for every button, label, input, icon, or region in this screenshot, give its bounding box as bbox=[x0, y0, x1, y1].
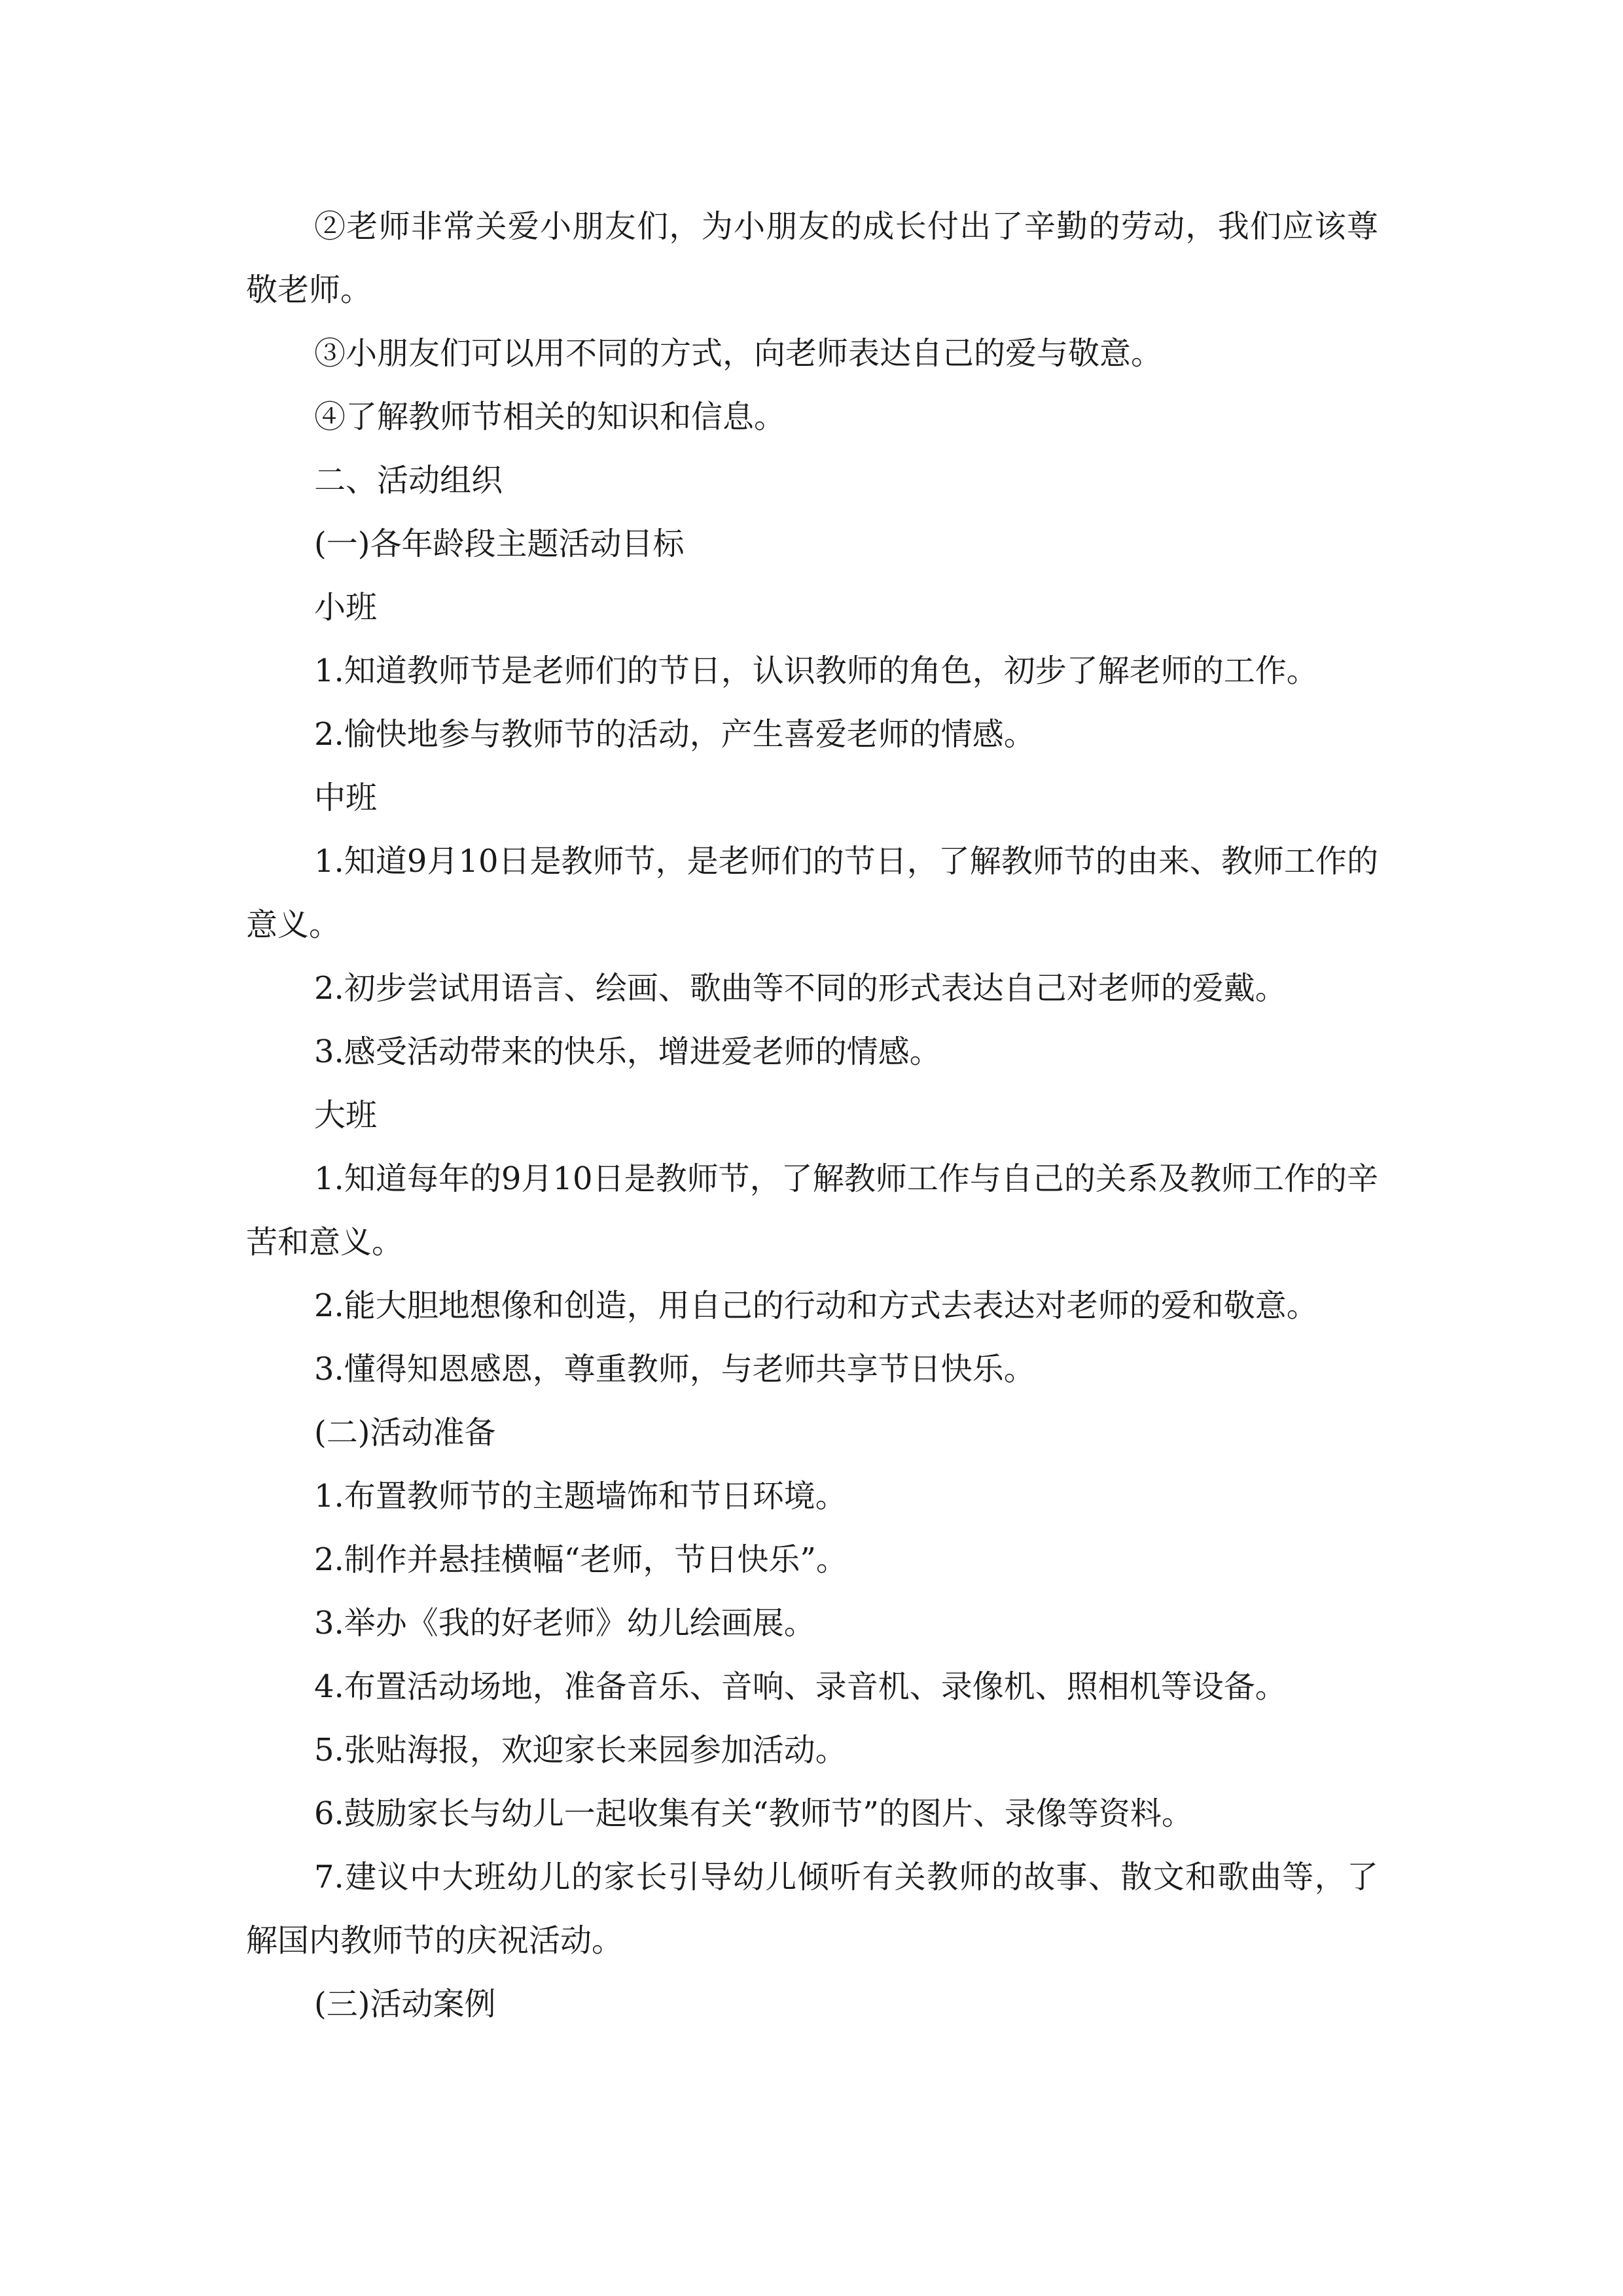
document-body bbox=[246, 195, 1378, 2036]
paragraph-goal-2: ②老师非常关爱小朋友们，为小朋友的成长付出了辛勤的劳动，我们应该尊敬老师。 bbox=[246, 208, 1378, 308]
paragraph-goal-4: ④了解教师节相关的知识和信息。 bbox=[314, 399, 786, 435]
paragraph-preparation-1: 1.布置教师节的主题墙饰和节日环境。 bbox=[314, 1478, 847, 1515]
paragraph-middle-class-1: 1.知道9月10日是教师节，是老师们的节日，了解教师节的由来、教师工作的意义。 bbox=[246, 843, 1378, 943]
paragraph-preparation-4: 4.布置活动场地，准备音乐、音响、录音机、录像机、照相机等设备。 bbox=[314, 1668, 1287, 1705]
group-heading-small-class: 小班 bbox=[314, 589, 378, 626]
paragraph-small-class-1: 1.知道教师节是老师们的节日，认识教师的角色，初步了解老师的工作。 bbox=[314, 653, 1318, 689]
paragraph-large-class-3: 3.懂得知恩感恩，尊重教师，与老师共享节日快乐。 bbox=[314, 1351, 1035, 1388]
paragraph-preparation-2: 2.制作并悬挂横幅“老师，节日快乐”。 bbox=[314, 1541, 847, 1578]
section-heading-activity-organization: 二、活动组织 bbox=[314, 462, 503, 499]
subsection-heading-age-goals: (一)各年龄段主题活动目标 bbox=[314, 526, 685, 562]
group-heading-large-class: 大班 bbox=[314, 1097, 378, 1134]
paragraph-middle-class-3: 3.感受活动带来的快乐，增进爱老师的情感。 bbox=[314, 1033, 941, 1070]
paragraph-large-class-2: 2.能大胆地想像和创造，用自己的行动和方式去表达对老师的爱和敬意。 bbox=[314, 1287, 1318, 1324]
paragraph-preparation-5: 5.张贴海报，欢迎家长来园参加活动。 bbox=[314, 1732, 847, 1768]
subsection-heading-cases: (三)活动案例 bbox=[314, 1986, 496, 2022]
paragraph-preparation-6: 6.鼓励家长与幼儿一起收集有关“教师节”的图片、录像等资料。 bbox=[314, 1795, 1193, 1832]
paragraph-preparation-7: 7.建议中大班幼儿的家长引导幼儿倾听有关教师的故事、散文和歌曲等，了解国内教师节的庆祝活动。 bbox=[246, 1859, 1378, 1959]
paragraph-preparation-3: 3.举办《我的好老师》幼儿绘画展。 bbox=[314, 1605, 815, 1641]
paragraph-goal-3: ③小朋友们可以用不同的方式，向老师表达自己的爱与敬意。 bbox=[314, 335, 1163, 372]
paragraph-large-class-1: 1.知道每年的9月10日是教师节，了解教师工作与自己的关系及教师工作的辛苦和意义。 bbox=[246, 1160, 1378, 1261]
paragraph-middle-class-2: 2.初步尝试用语言、绘画、歌曲等不同的形式表达自己对老师的爱戴。 bbox=[314, 970, 1287, 1007]
paragraph-small-class-2: 2.愉快地参与教师节的活动，产生喜爱老师的情感。 bbox=[314, 716, 1035, 753]
group-heading-middle-class: 中班 bbox=[314, 780, 378, 816]
subsection-heading-preparation: (二)活动准备 bbox=[314, 1414, 496, 1451]
